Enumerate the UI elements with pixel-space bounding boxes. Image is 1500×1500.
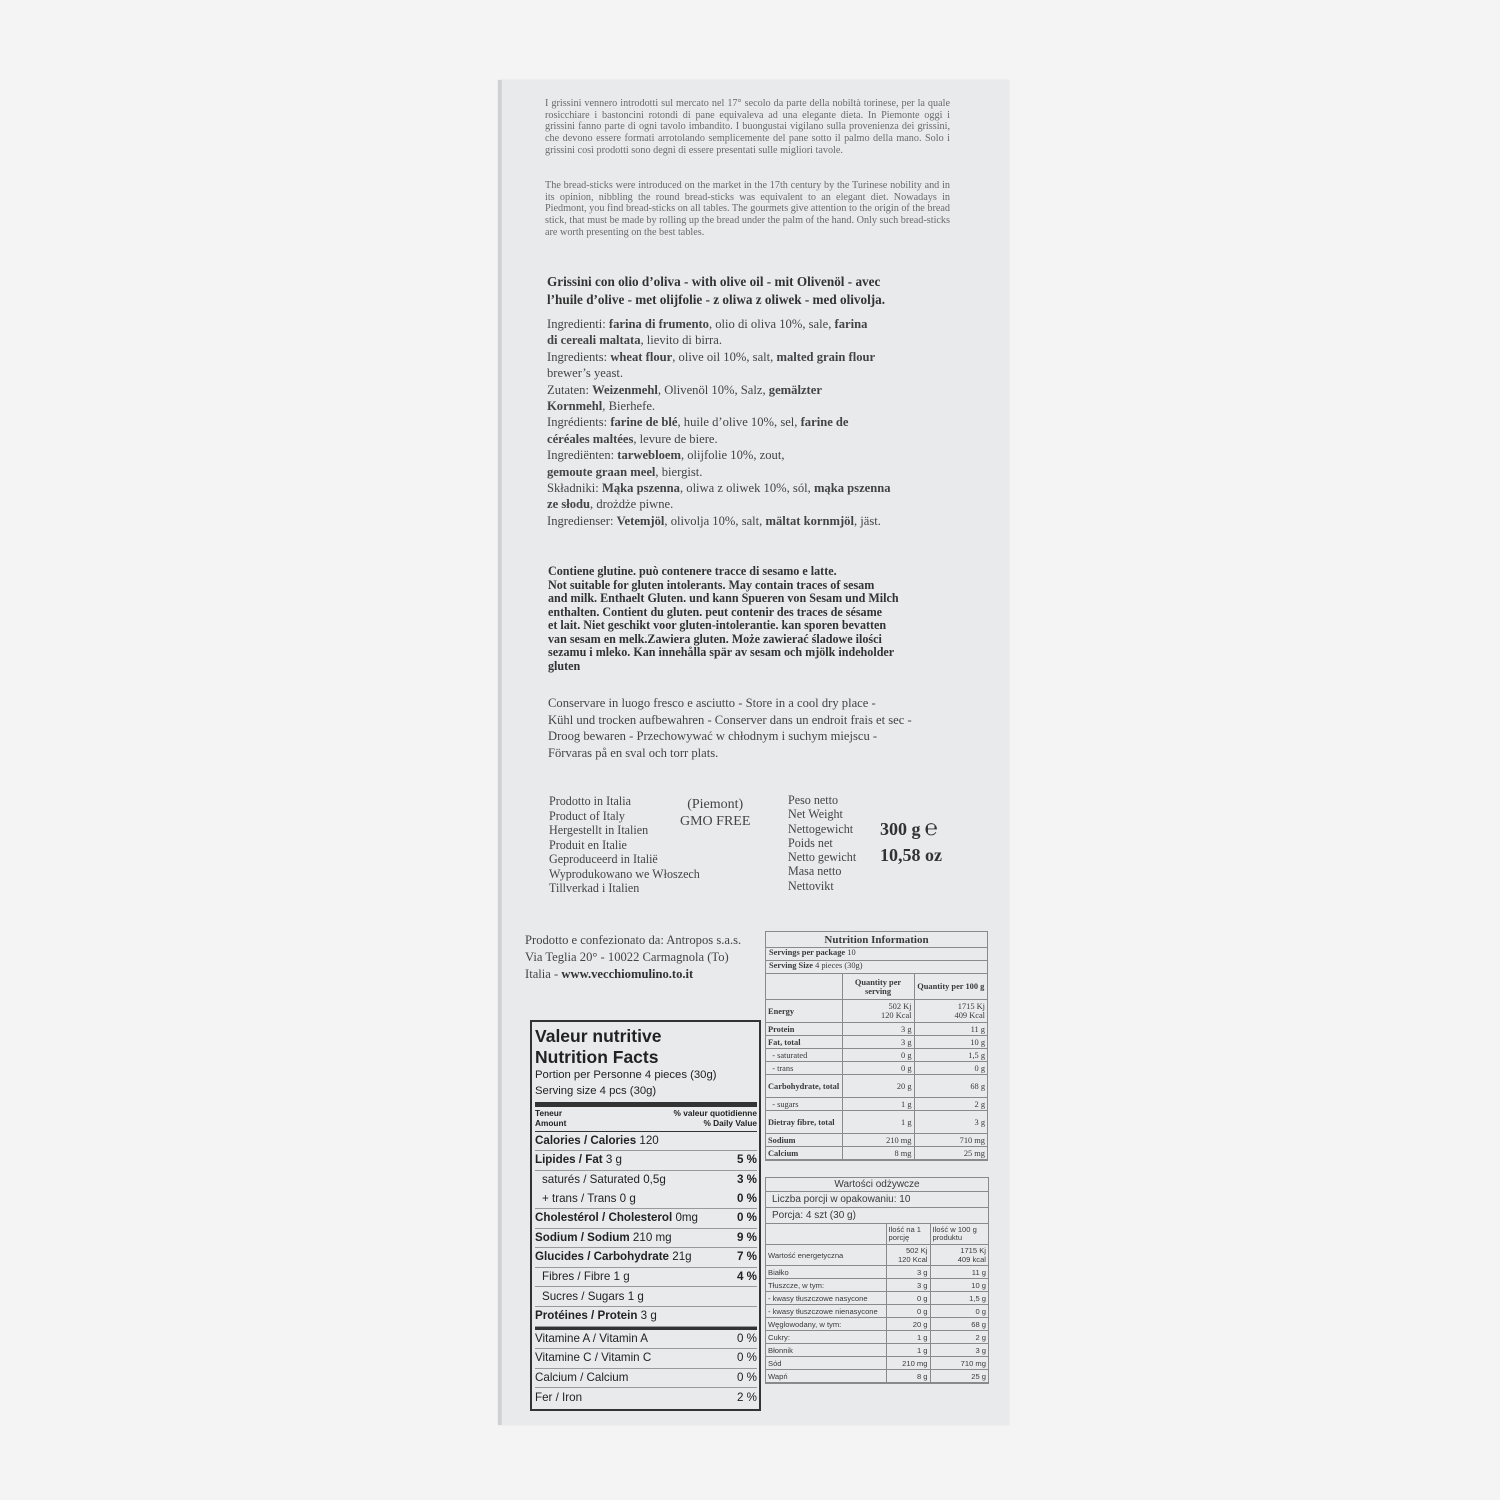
nf-row (535, 1307, 757, 1327)
pl-row-100g: 10 g (930, 1279, 988, 1292)
nf-row-label: + trans / Trans (542, 1191, 617, 1205)
ingredient-cont: di cereali maltata (547, 333, 641, 348)
ingredient-line (547, 496, 957, 512)
ingredient-cont: ze słodu (547, 497, 591, 512)
ni-row-name: Dietray fibre, total (766, 1111, 842, 1134)
ingredient-label: Składniki: (547, 481, 602, 496)
ni-row-100g: 10 g (914, 1036, 987, 1049)
ingredient-cont: Kornmehl (547, 399, 603, 414)
origin-list (549, 794, 700, 896)
intro-english: The bread-sticks were introduced on the market in the 17th century by the Turinese nobility and in its opinion, nibbling the round bread-sticks was equivalent to an elegant diet. Nowadays in Piedmont, you find bread-sticks on all tables. The gourmets give attention to the origin of the bread stick, that must be made by rolling up the bread under the palm of the hand. Only such bread-sticks are worth presenting on the best tables. (545, 180, 950, 238)
pl-col-100g: Ilość w 100 g produktu (930, 1224, 988, 1245)
ni-row (766, 1075, 987, 1098)
nutrition-information-table (765, 931, 988, 1161)
nutrition-table-polish (765, 1177, 989, 1384)
nf-row-label: saturés / Saturated (542, 1173, 640, 1187)
storage-line: Droog bewaren - Przechowywać w chłodnym i suchym miejscu - (548, 729, 878, 744)
ingredient-main: farine de blé (610, 415, 678, 430)
net-weight-label: Peso netto (788, 793, 839, 807)
serving-size-label: Serving Size (769, 961, 816, 970)
intro-italian: I grissini vennero introdotti sul mercato nel 17° secolo da parte della nobiltà torinese, per la quale rosicchiare i bastoncini rotondi di pane equivaleva ad una elegante dieta. In Piemonte oggi i grissini fanno parte di ogni tavolo imbandito. I buongustai vigilano sulla provenienza dei grissini, che devono essere formati arrotolando semplicemente del pane sotto il palmo della mano. Solo i grissini così prodotti sono degni di essere presentati sulle migliori tavole. (545, 98, 950, 156)
ingredient-line (547, 513, 957, 529)
net-weight-label: Nettogewicht (788, 821, 854, 836)
nf-row-value: 1 g (627, 1289, 644, 1303)
pl-row-serving: 3 g (886, 1266, 930, 1279)
ni-row (766, 1134, 987, 1147)
pl-row-name: Wapń (766, 1370, 886, 1383)
servings-label: Servings per package (769, 948, 848, 957)
pl-row-serving: 0 g (886, 1292, 930, 1305)
ni-row-100g: 0 g (914, 1062, 987, 1075)
ni-row-serving: 1 g (842, 1111, 914, 1134)
product-title (547, 273, 957, 309)
origin-line: Tillverkad i Italien (549, 881, 640, 895)
nf-row-label: Sodium / Sodium (535, 1230, 630, 1244)
ni-row-name: Calcium (766, 1147, 842, 1160)
ni-row-serving: 3 g (842, 1036, 914, 1049)
pl-row-serving: 1 g (886, 1344, 930, 1357)
ingredient-text: , Olivenöl 10%, Salz, (657, 382, 769, 397)
pl-row-100g: 1,5 g (930, 1292, 988, 1305)
nf-row (535, 1132, 757, 1152)
ni-row-name: Energy (766, 1000, 842, 1023)
nf-vitamin-label: Calcium / Calcium (535, 1371, 629, 1385)
nf-serving: Serving size 4 pcs (30g) (535, 1084, 657, 1097)
ingredient-tail: , lievito di birra. (640, 333, 722, 348)
ni-row-name: - sugars (766, 1098, 842, 1111)
ni-row-100g: 25 mg (914, 1147, 987, 1160)
pl-row-serving: 20 g (886, 1318, 930, 1331)
ni-row-100g: 1,5 g (914, 1049, 987, 1062)
net-weight-label: Nettovikt (788, 878, 834, 893)
ingredient-malt: farine de (800, 415, 849, 430)
ingredient-line (547, 480, 957, 496)
ingredient-line (547, 332, 957, 348)
nf-row-value: 3 g (640, 1309, 657, 1323)
pl-row-name: Białko (766, 1266, 886, 1279)
nf-row-value: 1 g (613, 1270, 630, 1284)
ingredient-tail: , Bierhefe. (602, 399, 656, 414)
producer-line2: Via Teglia 20° - 10022 Carmagnola (To) (525, 950, 729, 964)
pl-row-name: Tłuszcze, w tym: (766, 1279, 886, 1292)
pl-row-name: - kwasy tłuszczowe nienasycone (766, 1305, 886, 1318)
net-weight-label: Netto gewicht (788, 850, 857, 865)
producer-country: Italia - (525, 967, 562, 981)
origin-line: Geproduceerd in Italië (549, 852, 658, 866)
ni-row (766, 1049, 987, 1062)
nf-vitamin-row (535, 1330, 757, 1350)
ni-row (766, 1023, 987, 1036)
pl-row (766, 1292, 988, 1305)
nf-row-dv: 9 % (737, 1230, 757, 1244)
ingredient-text: , oliwa z oliwek 10%, sól, (679, 481, 814, 496)
nf-portion: Portion per Personne 4 pieces (30g) (535, 1069, 717, 1081)
net-weight-label: Net Weight (788, 807, 843, 822)
pl-row (766, 1266, 988, 1279)
nf-row-left (535, 1308, 657, 1324)
ni-row-serving: 210 mg (842, 1134, 914, 1147)
nf-row-value: 3 g (605, 1153, 622, 1167)
pl-row-100g: 2 g (930, 1331, 988, 1344)
ingredient-main: wheat flour (610, 349, 673, 364)
allergen-line: enthalten. Contient du gluten. peut contenir des traces de sésame (548, 604, 883, 619)
nf-row-label: Protéines / Protein (535, 1309, 638, 1323)
origin-line: Prodotto in Italia (549, 794, 631, 808)
ni-row (766, 1062, 987, 1075)
nf-vitamin-label: Fer / Iron (535, 1390, 583, 1404)
ingredient-label: Ingrédients: (547, 415, 611, 430)
ni-row-serving: 0 g (842, 1062, 914, 1075)
nutrition-information-title: Nutrition Information (766, 932, 987, 948)
pl-row-name: - kwasy tłuszczowe nasycone (766, 1292, 886, 1305)
pl-row (766, 1344, 988, 1357)
product-title-line1: Grissini con olio d’oliva - with olive oil - mit Olivenöl - avec (547, 274, 881, 289)
pl-row (766, 1279, 988, 1292)
nf-row (535, 1268, 757, 1288)
nf-vitamin-label: Vitamine A / Vitamin A (535, 1331, 648, 1345)
net-weight-labels (788, 793, 856, 893)
origin-line: Hergestellt in Italien (549, 823, 649, 837)
nf-row-label: Calories / Calories (535, 1133, 637, 1147)
net-weight-grams: 300 g (880, 819, 921, 839)
ingredient-line (547, 349, 957, 365)
servings-value: 10 (847, 948, 856, 957)
nf-row-left (542, 1269, 630, 1285)
pl-row-100g: 68 g (930, 1318, 988, 1331)
ingredient-text: , olio di oliva 10%, sale, (708, 317, 835, 331)
nf-row-label: Lipides / Fat (535, 1153, 603, 1167)
nf-row-dv: 3 % (737, 1173, 757, 1187)
nf-row-value: 0 g (619, 1191, 636, 1205)
ni-row-100g: 2 g (914, 1098, 987, 1111)
ni-row (766, 1098, 987, 1111)
ni-col-100g: Quantity per 100 g (914, 974, 987, 1000)
nf-row-dv: 5 % (737, 1153, 757, 1167)
ingredient-label: Ingrediënten: (547, 448, 618, 463)
nf-amount-en: Amount (535, 1117, 567, 1128)
allergen-line: et lait. Niet geschikt voor gluten-intolerantie. kan sporen bevatten (548, 618, 887, 632)
ni-row-serving: 3 g (842, 1023, 914, 1036)
ingredient-label: Ingredienser: (547, 513, 617, 528)
producer-website: www.vecchiomulino.to.it (561, 967, 694, 981)
ni-row-name: - trans (766, 1062, 842, 1075)
region-block (680, 796, 750, 830)
nf-vitamin-dv: 2 % (737, 1390, 757, 1404)
product-title-line2: l’huile d’olive - met olijfolie - z oliwa z oliwek - med olivolja. (547, 292, 886, 307)
nf-vitamin-dv: 0 % (737, 1351, 757, 1365)
ni-row-100g: 11 g (914, 1023, 987, 1036)
ingredient-tail: , biergist. (655, 464, 703, 479)
ingredient-line (547, 447, 957, 463)
ingredient-main: farina di frumento (608, 317, 709, 331)
pl-row (766, 1305, 988, 1318)
ni-row-100g: 68 g (914, 1075, 987, 1098)
pl-row-100g: 25 g (930, 1370, 988, 1383)
ingredient-line (547, 464, 957, 480)
ingredient-main: tarwebloem (617, 448, 681, 463)
pl-row (766, 1245, 988, 1266)
estimated-sign-icon: ℮ (924, 815, 938, 840)
ni-row-name: - saturated (766, 1049, 842, 1062)
net-weight-label: Masa netto (788, 864, 842, 879)
ingredient-line (547, 316, 957, 332)
ni-row-serving: 0 g (842, 1049, 914, 1062)
ingredient-text: , olijfolie 10%, zout, (680, 448, 785, 463)
ni-row-serving: 1 g (842, 1098, 914, 1111)
ni-row-serving: 8 mg (842, 1147, 914, 1160)
ingredient-malt: mąka pszenna (813, 481, 891, 496)
pl-row-name: Węglowodany, w tym: (766, 1318, 886, 1331)
nf-title-en: Nutrition Facts (535, 1047, 659, 1067)
ingredient-tail: , levure de biere. (633, 431, 718, 446)
ni-row-100g: 3 g (914, 1111, 987, 1134)
ingredients-list (547, 316, 957, 529)
pl-row-serving: 502 Kj 120 Kcal (886, 1245, 930, 1266)
ni-row-serving: 502 Kj 120 Kcal (842, 1000, 914, 1023)
ingredient-text: , huile d’olive 10%, sel, (677, 415, 801, 430)
pl-row-name: Wartość energetyczna (766, 1245, 886, 1266)
pl-portion: Porcja: 4 szt (30 g) (766, 1208, 988, 1224)
nf-row-left (542, 1289, 644, 1305)
nutrition-facts-canada (530, 1020, 761, 1411)
pl-row (766, 1357, 988, 1370)
ingredient-main: Mąka pszenna (601, 481, 680, 496)
nf-row (535, 1287, 757, 1307)
pl-row-serving: 210 mg (886, 1357, 930, 1370)
nf-vitamin-row (535, 1369, 757, 1389)
allergen-line: and milk. Enthaelt Gluten. und kann Spueren von Sesam und Milch (548, 591, 899, 605)
pl-row-name: Błonnik (766, 1344, 886, 1357)
ni-row-name: Carbohydrate, total (766, 1075, 842, 1098)
ni-row-name: Protein (766, 1023, 842, 1036)
pl-row-serving: 8 g (886, 1370, 930, 1383)
nf-row-value: 210 mg (632, 1230, 672, 1244)
storage-line: Conservare in luogo fresco e asciutto - Store in a cool dry place - (548, 696, 876, 710)
ni-row (766, 1000, 987, 1023)
ni-row (766, 1147, 987, 1160)
pl-row-100g: 11 g (930, 1266, 988, 1279)
pl-row-serving: 3 g (886, 1279, 930, 1292)
gmo-free-label: GMO FREE (680, 814, 751, 829)
net-weight-values (880, 815, 942, 868)
pl-row-100g: 710 mg (930, 1357, 988, 1370)
pl-row-name: Cukry: (766, 1331, 886, 1344)
pl-row-100g: 3 g (930, 1344, 988, 1357)
allergen-line: sezamu i mleko. Kan innehålla spär av sesam och mjölk indeholder (548, 645, 895, 659)
pl-row (766, 1331, 988, 1344)
nf-row-left (535, 1230, 672, 1246)
nf-row (535, 1229, 757, 1249)
ni-row-name: Sodium (766, 1134, 842, 1147)
ingredient-line (547, 382, 957, 398)
allergen-line: Contiene glutine. può contenere tracce di sesamo e latte. (548, 564, 837, 578)
nf-row-label: Glucides / Carbohydrate (535, 1250, 670, 1264)
ni-row-name: Fat, total (766, 1036, 842, 1049)
nf-row-left (542, 1172, 666, 1188)
ni-col-serving: Quantity per serving (842, 974, 914, 1000)
region-label: (Piemont) (687, 797, 744, 812)
nf-row-left (535, 1210, 698, 1226)
nf-row-dv: 7 % (737, 1250, 757, 1264)
nf-vitamin-dv: 0 % (737, 1331, 757, 1345)
ingredient-malt: gemälzter (768, 382, 822, 397)
ingredient-malt: malted grain flour (776, 349, 876, 364)
nf-vitamin-dv: 0 % (737, 1371, 757, 1385)
ingredient-text: , olivolja 10%, salt, (664, 513, 766, 528)
nf-row-left (535, 1133, 659, 1149)
nf-amount-fr: Teneur (535, 1108, 563, 1118)
pl-row (766, 1370, 988, 1383)
ingredient-label: Zutaten: (547, 382, 593, 397)
ingredient-line (547, 398, 957, 414)
ingredient-text: , olive oil 10%, salt, (672, 349, 777, 364)
origin-line: Wyprodukowano we Włoszech (549, 866, 700, 881)
ni-row-serving: 20 g (842, 1075, 914, 1098)
ingredient-tail: , jäst. (853, 513, 881, 528)
nf-row-value: 120 (639, 1133, 659, 1147)
allergen-line: gluten (548, 658, 581, 673)
nf-dv-en: % Daily Value (703, 1117, 757, 1128)
ingredient-main: Weizenmehl (592, 382, 658, 397)
ingredient-line (547, 414, 957, 430)
storage-instructions (548, 695, 958, 761)
storage-line: Förvaras på en sval och torr plats. (548, 745, 719, 760)
net-weight-ounces: 10,58 oz (880, 845, 942, 865)
nf-dv-fr: % valeur quotidienne (673, 1108, 757, 1118)
nf-row (535, 1151, 757, 1171)
nf-row-left (535, 1249, 692, 1265)
nf-row-left (535, 1152, 622, 1168)
nf-row (535, 1248, 757, 1268)
ni-row-100g: 710 mg (914, 1134, 987, 1147)
nf-column-header (535, 1102, 757, 1132)
ingredient-malt: mältat kornmjöl (765, 513, 854, 528)
storage-line: Kühl und trocken aufbewahren - Conserver dans un endroit frais et sec - (548, 712, 912, 727)
pl-row-serving: 1 g (886, 1331, 930, 1344)
ingredient-line (547, 365, 957, 381)
nf-title-fr: Valeur nutritive (535, 1026, 662, 1046)
nf-row-label: Cholestérol / Cholesterol (535, 1211, 673, 1225)
producer-line1: Prodotto e confezionato da: Antropos s.a.s. (525, 933, 742, 947)
net-weight-label: Poids net (788, 835, 833, 850)
origin-line: Produit en Italie (549, 837, 627, 852)
ingredient-malt: farina (834, 317, 868, 331)
ni-row-100g: 1715 Kj 409 Kcal (914, 1000, 987, 1023)
nf-row-label: Fibres / Fibre (542, 1270, 611, 1284)
pl-row-100g: 1715 Kj 409 kcal (930, 1245, 988, 1266)
serving-size-value: 4 pieces (30g) (815, 961, 863, 970)
pl-row-100g: 0 g (930, 1305, 988, 1318)
ingredient-cont: céréales maltées (547, 431, 634, 446)
nf-vitamin-row (535, 1349, 757, 1369)
ingredient-label: Ingredients: (547, 349, 611, 364)
nf-row-dv: 0 % (737, 1191, 757, 1205)
ingredient-tail: , drożdże piwne. (590, 497, 674, 512)
ingredient-line (547, 431, 957, 447)
origin-line: Product of Italy (549, 808, 625, 823)
allergen-statement (548, 565, 958, 673)
producer-info (525, 932, 770, 983)
allergen-line: van sesam en melk.Zawiera gluten. Może zawierać śladowe ilości (548, 631, 882, 646)
pl-title: Wartości odżywcze (766, 1178, 988, 1192)
nf-row-value: 0mg (675, 1211, 699, 1225)
nf-vitamin-label: Vitamine C / Vitamin C (535, 1351, 652, 1365)
ingredient-tail: brewer’s yeast. (547, 366, 623, 381)
nf-row (535, 1209, 757, 1229)
nf-vitamin-row (535, 1388, 757, 1407)
ni-row (766, 1111, 987, 1134)
nf-row (535, 1171, 757, 1190)
nf-row-dv: 4 % (737, 1270, 757, 1284)
allergen-line: Not suitable for gluten intolerants. May contain traces of sesam (548, 577, 875, 592)
pl-row-name: Sód (766, 1357, 886, 1370)
nf-row-label: Sucres / Sugars (542, 1289, 625, 1303)
pl-row-serving: 0 g (886, 1305, 930, 1318)
ni-row (766, 1036, 987, 1049)
pl-row (766, 1318, 988, 1331)
nf-row-dv: 0 % (737, 1211, 757, 1225)
ingredient-cont: gemoute graan meel (547, 464, 656, 479)
pl-servings: Liczba porcji w opakowaniu: 10 (766, 1192, 988, 1208)
ingredient-main: Vetemjöl (616, 513, 665, 528)
nf-row-value: 21g (672, 1250, 692, 1264)
nf-row (535, 1189, 757, 1209)
nf-row-left (542, 1191, 636, 1207)
nf-row-value: 0,5g (643, 1173, 666, 1187)
pl-col-serving: Ilość na 1 porcję (886, 1224, 930, 1245)
ingredient-label: Ingredienti: (547, 317, 609, 331)
